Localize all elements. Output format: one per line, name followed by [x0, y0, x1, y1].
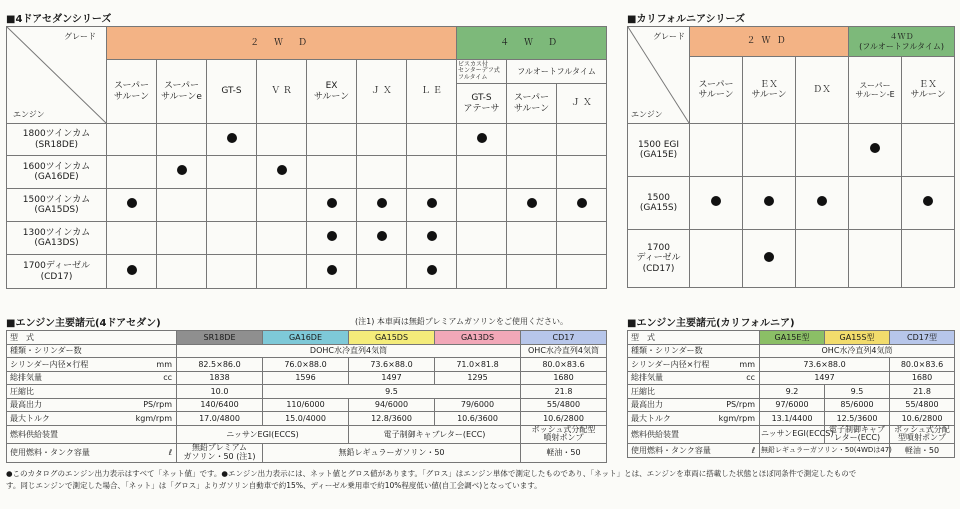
spec-value: 55/4800 — [521, 398, 607, 412]
spec-value: 9.5 — [263, 385, 521, 399]
spec-value: 1497 — [349, 371, 435, 385]
sedan-grade-label: グレード — [64, 32, 96, 41]
model-ga15ds: GA15DS — [349, 331, 435, 345]
spec-value: 80.0×83.6 — [890, 358, 955, 372]
spec-row-label: 圧縮比 — [7, 385, 177, 399]
sedan-availability-cell — [307, 189, 357, 222]
sedan-availability-cell — [157, 124, 207, 156]
sedan-grade-cell: Ｊ Ｘ — [357, 60, 407, 124]
california-spec-title: ■エンジン主要諸元(カリフォルニア) — [627, 318, 795, 329]
sedan-availability-cell — [357, 189, 407, 222]
model-sr18de: SR18DE — [177, 331, 263, 345]
sedan-engine-row — [7, 189, 607, 222]
availability-dot-icon — [327, 198, 337, 208]
sedan-availability-cell — [157, 156, 207, 189]
availability-dot-icon — [923, 196, 933, 206]
spec-value: 21.8 — [890, 385, 955, 399]
spec-value: 無鉛レギュラーガソリン・50(4WDは47) — [760, 444, 890, 458]
california-engine-name: 1700 ディーゼル (CD17) — [628, 230, 690, 288]
sedan-availability-cell — [107, 156, 157, 189]
availability-dot-icon — [577, 198, 587, 208]
sedan-availability-cell — [507, 124, 557, 156]
spec-row-label: シリンダー内径×行程 mm — [628, 358, 760, 372]
sedan-availability-cell — [557, 222, 607, 255]
sedan-availability-cell — [107, 189, 157, 222]
sedan-spec-title: ■エンジン主要諸元(4ドアセダン) — [6, 318, 161, 329]
availability-dot-icon — [477, 133, 487, 143]
availability-dot-icon — [870, 143, 880, 153]
sedan-availability-cell — [557, 255, 607, 289]
spec-value: 無鉛レギュラーガソリン・50 — [263, 444, 521, 463]
sedan-availability-cell — [257, 222, 307, 255]
spec-value: ボッシュ式分配型 噴射ポンプ — [521, 425, 607, 444]
sedan-availability-cell — [357, 222, 407, 255]
sedan-availability-cell — [457, 255, 507, 289]
spec-value: 10.6/3600 — [435, 412, 521, 426]
spec-row-label: 種類・シリンダー数 — [628, 344, 760, 358]
spec-value: 1295 — [435, 371, 521, 385]
spec-value: 80.0×83.6 — [521, 358, 607, 372]
model-ga15e: GA15E型 — [760, 331, 825, 345]
sedan-availability-cell — [307, 222, 357, 255]
availability-dot-icon — [377, 231, 387, 241]
california-engine-label: エンジン — [631, 109, 663, 119]
spec-value: 9.5 — [825, 385, 890, 399]
california-availability-cell — [796, 230, 849, 288]
spec-row-label: 最大トルク kgm/rpm — [628, 412, 760, 426]
california-corner-cell — [628, 27, 690, 124]
sedan-engine-row — [7, 255, 607, 289]
spec-value: 軽油・50 — [890, 444, 955, 458]
california-spec-table — [627, 330, 955, 458]
sedan-engine-row — [7, 222, 607, 255]
california-engine-name: 1500 EGI (GA15E) — [628, 124, 690, 177]
california-availability-cell — [690, 230, 743, 288]
spec-value: 73.6×88.0 — [349, 358, 435, 372]
spec-value: 79/6000 — [435, 398, 521, 412]
sedan-grade-cell: EX サルーン — [307, 60, 357, 124]
spec-value: 10.0 — [177, 385, 263, 399]
sedan-4wd-header: ４ Ｗ Ｄ — [457, 27, 607, 60]
spec-value: 1680 — [890, 371, 955, 385]
sedan-availability-cell — [207, 255, 257, 289]
availability-dot-icon — [377, 198, 387, 208]
california-availability-cell — [743, 177, 796, 230]
california-grade-cell: ＤＸ — [796, 57, 849, 124]
spec-value: OHC水冷直列4気筒 — [521, 344, 607, 358]
california-availability-cell — [690, 177, 743, 230]
spec-value: ボッシュ式分配 型噴射ポンプ — [890, 425, 955, 444]
availability-dot-icon — [227, 133, 237, 143]
sedan-availability-cell — [257, 255, 307, 289]
sedan-corner-cell — [7, 27, 107, 124]
footnote-line-1: ●このカタログのエンジン出力表示はすべて「ネット値」です。●エンジン出力表示には、ネット値とグロス値があります。「グロス」はエンジン単体で測定したものであり、「ネット」とは、エンジンを車両に搭載した状態とほぼ同条件で測定したもので — [6, 469, 857, 478]
california-availability-cell — [849, 124, 902, 177]
california-availability-cell — [690, 124, 743, 177]
spec-value: 85/6000 — [825, 398, 890, 412]
california-availability-cell — [902, 177, 955, 230]
sedan-availability-cell — [507, 156, 557, 189]
availability-dot-icon — [764, 196, 774, 206]
sedan-availability-cell — [207, 156, 257, 189]
california-grade-cell: スーパー サルーン-E — [849, 57, 902, 124]
sedan-availability-cell — [407, 222, 457, 255]
spec-row-label: 型 式 — [7, 331, 177, 345]
spec-row-label: 最大トルク kgm/rpm — [7, 412, 177, 426]
sedan-availability-cell — [257, 189, 307, 222]
california-grade-cell: ＥＸ サルーン — [743, 57, 796, 124]
availability-dot-icon — [427, 231, 437, 241]
california-availability-cell — [902, 230, 955, 288]
sedan-grade-table — [6, 26, 607, 289]
sedan-engine-name: 1800ツインカム (SR18DE) — [7, 124, 107, 156]
sedan-availability-cell — [457, 124, 507, 156]
spec-row-label: 使用燃料・タンク容量 ℓ — [628, 444, 760, 458]
spec-row-label: 燃料供給装置 — [7, 425, 177, 444]
spec-value: 電子制御キャブ レター(ECC) — [825, 425, 890, 444]
spec-value: 無鉛プレミアム ガソリン・50 (注1) — [177, 444, 263, 463]
spec-value: 21.8 — [521, 385, 607, 399]
model-ga16de: GA16DE — [263, 331, 349, 345]
sedan-spec-table — [6, 330, 607, 463]
sedan-grade-cell: GT-S — [207, 60, 257, 124]
model-ga13ds: GA13DS — [435, 331, 521, 345]
sedan-grade-cell: スーパー サルーンe — [157, 60, 207, 124]
sedan-engine-row — [7, 156, 607, 189]
spec-value: ニッサンEGI(ECCS) — [760, 425, 825, 444]
sedan-engine-name: 1300ツインカム (GA13DS) — [7, 222, 107, 255]
availability-dot-icon — [711, 196, 721, 206]
sedan-availability-cell — [357, 255, 407, 289]
sedan-availability-cell — [407, 156, 457, 189]
sedan-availability-cell — [557, 124, 607, 156]
sedan-availability-cell — [257, 124, 307, 156]
california-availability-cell — [796, 124, 849, 177]
spec-row-label: 型 式 — [628, 331, 760, 345]
california-availability-cell — [743, 124, 796, 177]
sedan-engine-label: エンジン — [13, 109, 45, 119]
sedan-availability-cell — [207, 124, 257, 156]
sedan-availability-cell — [407, 124, 457, 156]
spec-value: 10.6/2800 — [521, 412, 607, 426]
sedan-availability-cell — [257, 156, 307, 189]
sedan-availability-cell — [457, 222, 507, 255]
availability-dot-icon — [177, 165, 187, 175]
spec-value: 76.0×88.0 — [263, 358, 349, 372]
sedan-availability-cell — [407, 255, 457, 289]
spec-value: 94/6000 — [349, 398, 435, 412]
spec-value: OHC水冷直列4気筒 — [760, 344, 955, 358]
spec-row-label: 最高出力 PS/rpm — [7, 398, 177, 412]
spec-value: 10.6/2800 — [890, 412, 955, 426]
spec-value: 1497 — [760, 371, 890, 385]
spec-value: 110/6000 — [263, 398, 349, 412]
availability-dot-icon — [427, 198, 437, 208]
spec-value: 97/6000 — [760, 398, 825, 412]
spec-row-label: 使用燃料・タンク容量 ℓ — [7, 444, 177, 463]
california-engine-row — [628, 124, 955, 177]
sedan-availability-cell — [507, 189, 557, 222]
model-ga15s: GA15S型 — [825, 331, 890, 345]
spec-value: 73.6×88.0 — [760, 358, 890, 372]
availability-dot-icon — [327, 231, 337, 241]
spec-value: 17.0/4800 — [177, 412, 263, 426]
spec-value: 71.0×81.8 — [435, 358, 521, 372]
sedan-availability-cell — [107, 124, 157, 156]
spec-value: 55/4800 — [890, 398, 955, 412]
sedan-grade-cell: スーパー サルーン — [507, 84, 557, 124]
sedan-4wd-sub-fullauto: フルオートフルタイム — [507, 60, 607, 84]
spec-value: 1838 — [177, 371, 263, 385]
spec-row-label: シリンダー内径×行程 mm — [7, 358, 177, 372]
sedan-4wd-sub-viscous: ビスカス付 センターデフ式 フルタイム — [457, 60, 507, 84]
california-availability-cell — [849, 230, 902, 288]
california-availability-cell — [743, 230, 796, 288]
model-cd17: CD17 — [521, 331, 607, 345]
availability-dot-icon — [277, 165, 287, 175]
spec-row-label: 圧縮比 — [628, 385, 760, 399]
sedan-2wd-header: ２ Ｗ Ｄ — [107, 27, 457, 60]
spec-value: 12.8/3600 — [349, 412, 435, 426]
california-engine-row — [628, 177, 955, 230]
availability-dot-icon — [817, 196, 827, 206]
availability-dot-icon — [427, 265, 437, 275]
sedan-availability-cell — [107, 255, 157, 289]
california-grade-cell: ＥＸ サルーン — [902, 57, 955, 124]
spec-row-label: 総排気量 cc — [7, 371, 177, 385]
spec-value: 電子制御キャブレター(ECC) — [349, 425, 521, 444]
sedan-engine-name: 1500ツインカム (GA15DS) — [7, 189, 107, 222]
sedan-availability-cell — [307, 156, 357, 189]
spec-value: 1680 — [521, 371, 607, 385]
availability-dot-icon — [764, 252, 774, 262]
sedan-availability-cell — [157, 222, 207, 255]
sedan-availability-cell — [507, 222, 557, 255]
sedan-engine-row — [7, 124, 607, 156]
california-engine-name: 1500 (GA15S) — [628, 177, 690, 230]
sedan-grade-cell: Ｖ Ｒ — [257, 60, 307, 124]
sedan-availability-cell — [357, 124, 407, 156]
spec-value: 13.1/4400 — [760, 412, 825, 426]
sedan-series-title: ■4ドアセダンシリーズ — [6, 14, 112, 25]
california-4wd-header: ４ＷＤ (フルオートフルタイム) — [849, 27, 955, 57]
spec-value: 1596 — [263, 371, 349, 385]
sedan-availability-cell — [207, 222, 257, 255]
sedan-availability-cell — [307, 124, 357, 156]
sedan-availability-cell — [157, 255, 207, 289]
california-availability-cell — [796, 177, 849, 230]
spec-row-label: 総排気量 cc — [628, 371, 760, 385]
spec-value: ニッサンEGI(ECCS) — [177, 425, 349, 444]
california-grade-label: グレード — [653, 32, 685, 41]
sedan-availability-cell — [157, 189, 207, 222]
california-2wd-header: ２ＷＤ — [690, 27, 849, 57]
sedan-grade-cell: Ｊ Ｘ — [557, 84, 607, 124]
sedan-grade-cell: スーパー サルーン — [107, 60, 157, 124]
spec-value: 82.5×86.0 — [177, 358, 263, 372]
spec-value: 140/6400 — [177, 398, 263, 412]
sedan-spec-note: (注1) 本車両は無鉛プレミアムガソリンをご使用ください。 — [355, 317, 568, 326]
sedan-availability-cell — [207, 189, 257, 222]
spec-value: 9.2 — [760, 385, 825, 399]
sedan-availability-cell — [357, 156, 407, 189]
california-engine-row — [628, 230, 955, 288]
sedan-availability-cell — [307, 255, 357, 289]
sedan-availability-cell — [507, 255, 557, 289]
spec-value: 15.0/4000 — [263, 412, 349, 426]
spec-value: DOHC水冷直列4気筒 — [177, 344, 521, 358]
sedan-availability-cell — [407, 189, 457, 222]
sedan-availability-cell — [557, 189, 607, 222]
sedan-grade-cell: Ｌ Ｅ — [407, 60, 457, 124]
california-availability-cell — [902, 124, 955, 177]
sedan-availability-cell — [557, 156, 607, 189]
spec-value: 12.5/3600 — [825, 412, 890, 426]
model-cd17: CD17型 — [890, 331, 955, 345]
availability-dot-icon — [327, 265, 337, 275]
availability-dot-icon — [127, 265, 137, 275]
availability-dot-icon — [527, 198, 537, 208]
spec-row-label: 燃料供給装置 — [628, 425, 760, 444]
sedan-availability-cell — [457, 156, 507, 189]
availability-dot-icon — [127, 198, 137, 208]
sedan-engine-name: 1700ディーゼル (CD17) — [7, 255, 107, 289]
sedan-availability-cell — [457, 189, 507, 222]
california-grade-cell: スーパー サルーン — [690, 57, 743, 124]
sedan-engine-name: 1600ツインカム (GA16DE) — [7, 156, 107, 189]
spec-value: 軽油・50 — [521, 444, 607, 463]
california-grade-table — [627, 26, 955, 288]
california-availability-cell — [849, 177, 902, 230]
spec-row-label: 種類・シリンダー数 — [7, 344, 177, 358]
spec-row-label: 最高出力 PS/rpm — [628, 398, 760, 412]
footnote-line-2: す。同じエンジンで測定した場合、「ネット」は「グロス」よりガソリン自動車で約15%、ディーゼル乗用車で約10%程度低い値(自工会調べ)となっています。 — [6, 481, 542, 490]
sedan-grade-cell: GT-S アテーサ — [457, 84, 507, 124]
sedan-availability-cell — [107, 222, 157, 255]
california-series-title: ■カリフォルニアシリーズ — [627, 14, 746, 25]
